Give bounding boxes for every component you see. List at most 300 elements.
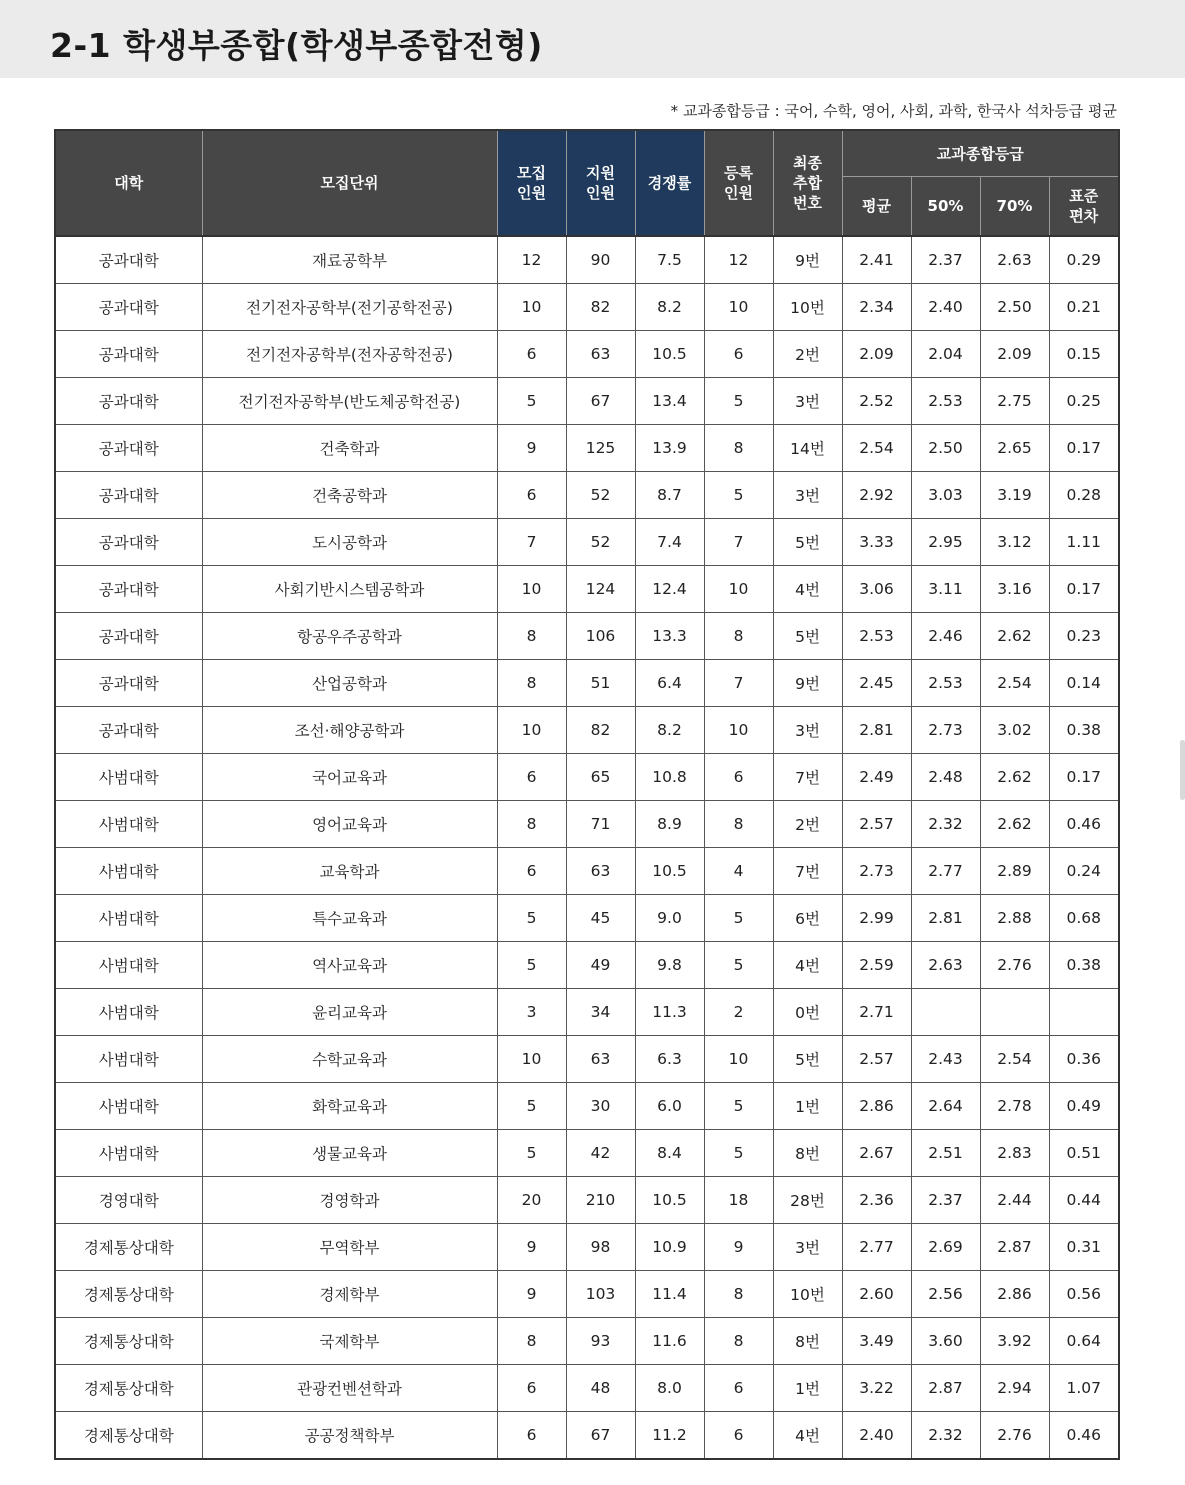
cell-unit: 조선·해양공학과 [202, 707, 497, 754]
cell-recruit: 5 [497, 942, 566, 989]
cell-p70: 2.87 [980, 1224, 1049, 1271]
table-body [55, 236, 1119, 1459]
cell-college: 공과대학 [55, 519, 202, 566]
cell-enroll: 6 [704, 1365, 773, 1412]
table-row [55, 801, 1119, 848]
cell-college: 사범대학 [55, 754, 202, 801]
cell-std: 0.29 [1049, 236, 1119, 284]
cell-p70: 2.54 [980, 660, 1049, 707]
scroll-indicator[interactable] [1180, 740, 1185, 800]
cell-college: 경제통상대학 [55, 1318, 202, 1365]
cell-avg: 3.33 [842, 519, 911, 566]
cell-recruit: 6 [497, 848, 566, 895]
header-college: 대학 [55, 130, 202, 236]
cell-college: 공과대학 [55, 378, 202, 425]
cell-recruit: 8 [497, 660, 566, 707]
cell-p50: 3.60 [911, 1318, 980, 1365]
cell-p50: 2.95 [911, 519, 980, 566]
cell-p70: 2.44 [980, 1177, 1049, 1224]
cell-ratio: 10.5 [635, 848, 704, 895]
cell-std: 0.46 [1049, 1412, 1119, 1460]
cell-p70: 2.94 [980, 1365, 1049, 1412]
cell-enroll: 2 [704, 989, 773, 1036]
cell-apply: 125 [566, 425, 635, 472]
cell-p70: 2.75 [980, 378, 1049, 425]
cell-college: 사범대학 [55, 942, 202, 989]
cell-unit: 경제학부 [202, 1271, 497, 1318]
cell-avg: 2.59 [842, 942, 911, 989]
cell-apply: 52 [566, 519, 635, 566]
cell-apply: 67 [566, 1412, 635, 1460]
cell-std: 0.36 [1049, 1036, 1119, 1083]
header-p50: 50% [911, 177, 980, 237]
cell-p70: 2.63 [980, 236, 1049, 284]
cell-avg: 2.60 [842, 1271, 911, 1318]
cell-p50: 2.51 [911, 1130, 980, 1177]
cell-enroll: 18 [704, 1177, 773, 1224]
cell-waitlist: 5번 [773, 519, 842, 566]
cell-college: 공과대학 [55, 425, 202, 472]
cell-recruit: 5 [497, 895, 566, 942]
cell-ratio: 11.2 [635, 1412, 704, 1460]
cell-waitlist: 3번 [773, 707, 842, 754]
cell-apply: 82 [566, 284, 635, 331]
cell-p70: 2.76 [980, 1412, 1049, 1460]
cell-college: 공과대학 [55, 472, 202, 519]
cell-college: 사범대학 [55, 1083, 202, 1130]
cell-p50: 2.63 [911, 942, 980, 989]
cell-enroll: 8 [704, 1271, 773, 1318]
cell-p50: 2.37 [911, 1177, 980, 1224]
cell-college: 사범대학 [55, 801, 202, 848]
header-unit: 모집단위 [202, 130, 497, 236]
cell-p50: 2.53 [911, 660, 980, 707]
cell-waitlist: 4번 [773, 1412, 842, 1460]
cell-avg: 2.34 [842, 284, 911, 331]
table-row [55, 1177, 1119, 1224]
cell-std: 1.11 [1049, 519, 1119, 566]
cell-std: 0.28 [1049, 472, 1119, 519]
cell-enroll: 10 [704, 707, 773, 754]
cell-ratio: 12.4 [635, 566, 704, 613]
cell-unit: 수학교육과 [202, 1036, 497, 1083]
cell-p70: 2.89 [980, 848, 1049, 895]
cell-college: 공과대학 [55, 707, 202, 754]
cell-waitlist: 7번 [773, 848, 842, 895]
cell-apply: 63 [566, 848, 635, 895]
cell-apply: 71 [566, 801, 635, 848]
table-row [55, 284, 1119, 331]
cell-unit: 윤리교육과 [202, 989, 497, 1036]
cell-ratio: 13.3 [635, 613, 704, 660]
cell-avg: 2.40 [842, 1412, 911, 1460]
cell-apply: 48 [566, 1365, 635, 1412]
cell-std: 0.24 [1049, 848, 1119, 895]
cell-avg: 2.71 [842, 989, 911, 1036]
cell-college: 경제통상대학 [55, 1271, 202, 1318]
cell-ratio: 8.2 [635, 284, 704, 331]
cell-enroll: 9 [704, 1224, 773, 1271]
cell-ratio: 7.4 [635, 519, 704, 566]
cell-p70: 2.09 [980, 331, 1049, 378]
table-row [55, 425, 1119, 472]
table-row [55, 1365, 1119, 1412]
cell-apply: 63 [566, 1036, 635, 1083]
cell-avg: 2.92 [842, 472, 911, 519]
table-row [55, 895, 1119, 942]
cell-enroll: 10 [704, 566, 773, 613]
cell-enroll: 5 [704, 895, 773, 942]
cell-ratio: 9.8 [635, 942, 704, 989]
cell-enroll: 10 [704, 284, 773, 331]
cell-std [1049, 989, 1119, 1036]
cell-p50: 2.53 [911, 378, 980, 425]
cell-recruit: 5 [497, 378, 566, 425]
cell-enroll: 8 [704, 425, 773, 472]
cell-waitlist: 9번 [773, 236, 842, 284]
cell-p70: 3.92 [980, 1318, 1049, 1365]
cell-college: 공과대학 [55, 613, 202, 660]
cell-ratio: 13.4 [635, 378, 704, 425]
cell-avg: 2.73 [842, 848, 911, 895]
cell-unit: 사회기반시스템공학과 [202, 566, 497, 613]
cell-unit: 역사교육과 [202, 942, 497, 989]
cell-waitlist: 4번 [773, 942, 842, 989]
cell-ratio: 8.0 [635, 1365, 704, 1412]
cell-p70: 2.88 [980, 895, 1049, 942]
cell-p70: 2.76 [980, 942, 1049, 989]
cell-p50: 2.46 [911, 613, 980, 660]
header-std: 표준 편차 [1049, 177, 1119, 237]
cell-unit: 전기전자공학부(반도체공학전공) [202, 378, 497, 425]
cell-recruit: 6 [497, 1365, 566, 1412]
admissions-table [54, 129, 1120, 1460]
cell-enroll: 7 [704, 660, 773, 707]
cell-std: 1.07 [1049, 1365, 1119, 1412]
cell-recruit: 8 [497, 801, 566, 848]
table-row [55, 1224, 1119, 1271]
cell-recruit: 9 [497, 1224, 566, 1271]
cell-college: 경영대학 [55, 1177, 202, 1224]
header-recruit: 모집 인원 [497, 130, 566, 236]
cell-college: 사범대학 [55, 848, 202, 895]
cell-p50: 2.40 [911, 284, 980, 331]
cell-unit: 재료공학부 [202, 236, 497, 284]
cell-ratio: 8.4 [635, 1130, 704, 1177]
cell-college: 경제통상대학 [55, 1412, 202, 1460]
cell-p70: 2.62 [980, 613, 1049, 660]
cell-unit: 경영학과 [202, 1177, 497, 1224]
cell-waitlist: 8번 [773, 1318, 842, 1365]
cell-std: 0.21 [1049, 284, 1119, 331]
cell-ratio: 13.9 [635, 425, 704, 472]
cell-enroll: 8 [704, 1318, 773, 1365]
cell-recruit: 10 [497, 566, 566, 613]
cell-p70: 2.78 [980, 1083, 1049, 1130]
cell-avg: 2.57 [842, 801, 911, 848]
table-row [55, 942, 1119, 989]
cell-waitlist: 6번 [773, 895, 842, 942]
table-row [55, 1318, 1119, 1365]
cell-apply: 106 [566, 613, 635, 660]
cell-avg: 2.99 [842, 895, 911, 942]
table-row [55, 472, 1119, 519]
cell-std: 0.64 [1049, 1318, 1119, 1365]
cell-enroll: 5 [704, 472, 773, 519]
cell-waitlist: 2번 [773, 801, 842, 848]
cell-enroll: 12 [704, 236, 773, 284]
table-row [55, 1412, 1119, 1460]
cell-p70: 2.62 [980, 801, 1049, 848]
cell-ratio: 6.0 [635, 1083, 704, 1130]
cell-avg: 3.49 [842, 1318, 911, 1365]
cell-ratio: 7.5 [635, 236, 704, 284]
cell-apply: 34 [566, 989, 635, 1036]
cell-p50: 2.87 [911, 1365, 980, 1412]
cell-waitlist: 10번 [773, 1271, 842, 1318]
cell-avg: 2.09 [842, 331, 911, 378]
cell-college: 공과대학 [55, 236, 202, 284]
cell-avg: 2.81 [842, 707, 911, 754]
cell-enroll: 8 [704, 801, 773, 848]
cell-recruit: 6 [497, 1412, 566, 1460]
cell-waitlist: 14번 [773, 425, 842, 472]
cell-apply: 98 [566, 1224, 635, 1271]
cell-p70: 3.16 [980, 566, 1049, 613]
cell-std: 0.17 [1049, 566, 1119, 613]
cell-avg: 2.57 [842, 1036, 911, 1083]
cell-p50: 2.64 [911, 1083, 980, 1130]
cell-waitlist: 5번 [773, 1036, 842, 1083]
cell-college: 공과대학 [55, 660, 202, 707]
cell-p50: 2.69 [911, 1224, 980, 1271]
cell-recruit: 9 [497, 1271, 566, 1318]
cell-waitlist: 28번 [773, 1177, 842, 1224]
cell-waitlist: 5번 [773, 613, 842, 660]
cell-avg: 2.67 [842, 1130, 911, 1177]
cell-avg: 3.06 [842, 566, 911, 613]
cell-ratio: 10.5 [635, 1177, 704, 1224]
cell-waitlist: 7번 [773, 754, 842, 801]
cell-p70: 2.86 [980, 1271, 1049, 1318]
cell-p70: 3.12 [980, 519, 1049, 566]
cell-p50: 2.32 [911, 1412, 980, 1460]
cell-enroll: 7 [704, 519, 773, 566]
footnote: * 교과종합등급 : 국어, 수학, 영어, 사회, 과학, 한국사 석차등급 평균 [670, 102, 1117, 120]
cell-enroll: 6 [704, 1412, 773, 1460]
cell-p50: 2.48 [911, 754, 980, 801]
cell-enroll: 5 [704, 1083, 773, 1130]
table-row [55, 1130, 1119, 1177]
cell-recruit: 10 [497, 1036, 566, 1083]
cell-ratio: 10.5 [635, 331, 704, 378]
cell-college: 사범대학 [55, 895, 202, 942]
cell-p50: 2.32 [911, 801, 980, 848]
cell-recruit: 5 [497, 1083, 566, 1130]
cell-unit: 건축학과 [202, 425, 497, 472]
cell-unit: 영어교육과 [202, 801, 497, 848]
cell-apply: 52 [566, 472, 635, 519]
cell-unit: 관광컨벤션학과 [202, 1365, 497, 1412]
title-bar [0, 0, 1185, 78]
cell-enroll: 6 [704, 754, 773, 801]
header-grade-group: 교과종합등급 [842, 130, 1119, 177]
cell-enroll: 5 [704, 1130, 773, 1177]
cell-p50: 2.73 [911, 707, 980, 754]
cell-unit: 화학교육과 [202, 1083, 497, 1130]
cell-unit: 건축공학과 [202, 472, 497, 519]
cell-apply: 65 [566, 754, 635, 801]
cell-apply: 93 [566, 1318, 635, 1365]
cell-std: 0.14 [1049, 660, 1119, 707]
cell-unit: 무역학부 [202, 1224, 497, 1271]
table-row [55, 707, 1119, 754]
cell-std: 0.56 [1049, 1271, 1119, 1318]
cell-enroll: 5 [704, 942, 773, 989]
cell-p50: 2.37 [911, 236, 980, 284]
cell-ratio: 6.3 [635, 1036, 704, 1083]
cell-enroll: 6 [704, 331, 773, 378]
page-title: 2-1 학생부종합(학생부종합전형) [50, 26, 543, 65]
cell-unit: 공공정책학부 [202, 1412, 497, 1460]
cell-unit: 전기전자공학부(전기공학전공) [202, 284, 497, 331]
cell-waitlist: 3번 [773, 378, 842, 425]
cell-p50: 3.03 [911, 472, 980, 519]
cell-unit: 국제학부 [202, 1318, 497, 1365]
cell-unit: 교육학과 [202, 848, 497, 895]
cell-std: 0.31 [1049, 1224, 1119, 1271]
cell-college: 공과대학 [55, 566, 202, 613]
cell-college: 사범대학 [55, 1036, 202, 1083]
header-ratio: 경쟁률 [635, 130, 704, 236]
table-row [55, 989, 1119, 1036]
cell-p70: 2.83 [980, 1130, 1049, 1177]
cell-apply: 42 [566, 1130, 635, 1177]
cell-p50: 2.04 [911, 331, 980, 378]
cell-ratio: 8.9 [635, 801, 704, 848]
cell-recruit: 12 [497, 236, 566, 284]
table-row [55, 754, 1119, 801]
cell-ratio: 11.4 [635, 1271, 704, 1318]
cell-p50: 2.50 [911, 425, 980, 472]
cell-recruit: 10 [497, 707, 566, 754]
cell-apply: 63 [566, 331, 635, 378]
cell-waitlist: 4번 [773, 566, 842, 613]
cell-college: 사범대학 [55, 1130, 202, 1177]
cell-college: 경제통상대학 [55, 1365, 202, 1412]
cell-recruit: 8 [497, 1318, 566, 1365]
cell-recruit: 5 [497, 1130, 566, 1177]
cell-avg: 2.49 [842, 754, 911, 801]
cell-unit: 특수교육과 [202, 895, 497, 942]
cell-waitlist: 10번 [773, 284, 842, 331]
header-p70: 70% [980, 177, 1049, 237]
cell-recruit: 6 [497, 331, 566, 378]
cell-apply: 82 [566, 707, 635, 754]
cell-college: 사범대학 [55, 989, 202, 1036]
cell-ratio: 8.2 [635, 707, 704, 754]
table-row [55, 1083, 1119, 1130]
cell-ratio: 10.8 [635, 754, 704, 801]
cell-avg: 2.36 [842, 1177, 911, 1224]
cell-recruit: 7 [497, 519, 566, 566]
cell-apply: 51 [566, 660, 635, 707]
cell-waitlist: 3번 [773, 1224, 842, 1271]
cell-waitlist: 1번 [773, 1365, 842, 1412]
cell-college: 공과대학 [55, 331, 202, 378]
cell-unit: 생물교육과 [202, 1130, 497, 1177]
cell-waitlist: 9번 [773, 660, 842, 707]
table-row [55, 613, 1119, 660]
cell-ratio: 11.6 [635, 1318, 704, 1365]
cell-std: 0.46 [1049, 801, 1119, 848]
cell-p50: 2.43 [911, 1036, 980, 1083]
cell-recruit: 9 [497, 425, 566, 472]
cell-ratio: 10.9 [635, 1224, 704, 1271]
cell-p50: 2.56 [911, 1271, 980, 1318]
cell-waitlist: 3번 [773, 472, 842, 519]
cell-apply: 67 [566, 378, 635, 425]
cell-p70: 2.54 [980, 1036, 1049, 1083]
header-apply: 지원 인원 [566, 130, 635, 236]
cell-recruit: 6 [497, 754, 566, 801]
cell-college: 경제통상대학 [55, 1224, 202, 1271]
cell-p70: 2.65 [980, 425, 1049, 472]
cell-enroll: 10 [704, 1036, 773, 1083]
cell-waitlist: 8번 [773, 1130, 842, 1177]
table-row [55, 378, 1119, 425]
cell-recruit: 6 [497, 472, 566, 519]
cell-std: 0.38 [1049, 707, 1119, 754]
cell-std: 0.23 [1049, 613, 1119, 660]
table-row [55, 1036, 1119, 1083]
cell-std: 0.15 [1049, 331, 1119, 378]
cell-p70: 2.62 [980, 754, 1049, 801]
cell-avg: 2.52 [842, 378, 911, 425]
cell-p50 [911, 989, 980, 1036]
cell-recruit: 20 [497, 1177, 566, 1224]
cell-waitlist: 1번 [773, 1083, 842, 1130]
cell-unit: 국어교육과 [202, 754, 497, 801]
cell-enroll: 5 [704, 378, 773, 425]
cell-unit: 항공우주공학과 [202, 613, 497, 660]
cell-avg: 2.54 [842, 425, 911, 472]
header-avg: 평균 [842, 177, 911, 237]
cell-std: 0.17 [1049, 425, 1119, 472]
cell-std: 0.68 [1049, 895, 1119, 942]
cell-std: 0.38 [1049, 942, 1119, 989]
cell-ratio: 11.3 [635, 989, 704, 1036]
table-row [55, 566, 1119, 613]
cell-avg: 3.22 [842, 1365, 911, 1412]
cell-std: 0.51 [1049, 1130, 1119, 1177]
cell-avg: 2.53 [842, 613, 911, 660]
cell-ratio: 6.4 [635, 660, 704, 707]
table-row [55, 519, 1119, 566]
cell-enroll: 4 [704, 848, 773, 895]
cell-avg: 2.77 [842, 1224, 911, 1271]
cell-recruit: 3 [497, 989, 566, 1036]
cell-p70 [980, 989, 1049, 1036]
cell-recruit: 8 [497, 613, 566, 660]
cell-std: 0.49 [1049, 1083, 1119, 1130]
cell-waitlist: 2번 [773, 331, 842, 378]
table-row [55, 331, 1119, 378]
cell-apply: 124 [566, 566, 635, 613]
cell-college: 공과대학 [55, 284, 202, 331]
cell-p70: 2.50 [980, 284, 1049, 331]
cell-p50: 3.11 [911, 566, 980, 613]
